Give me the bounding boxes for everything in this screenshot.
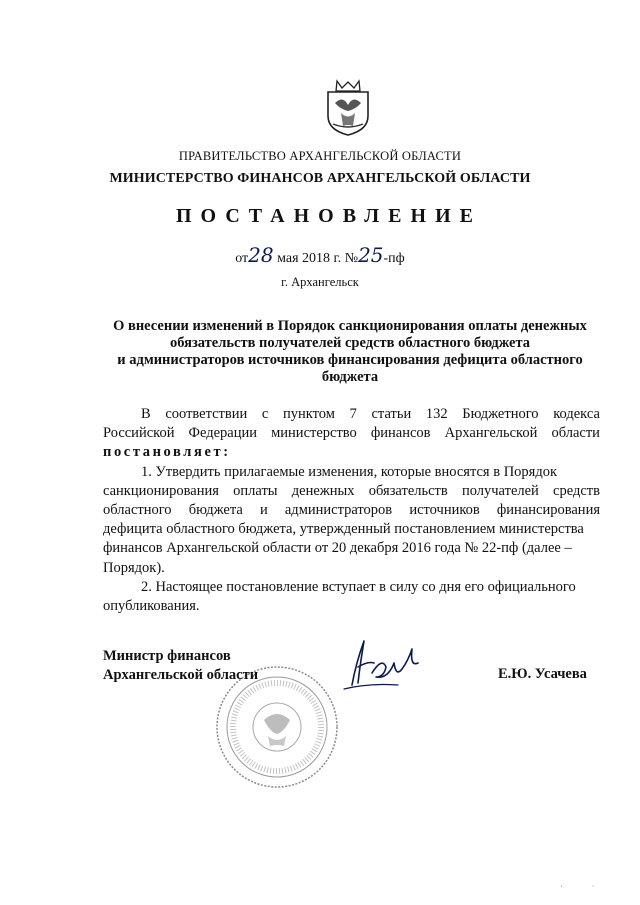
paragraph-text: 1. Утвердить прилагаемые изменения, которые вносятся в Порядок: [141, 463, 558, 480]
word: пунктом: [283, 406, 335, 422]
body-line: [103, 443, 600, 462]
word: бюджета: [188, 502, 243, 519]
word: оплаты: [233, 482, 278, 499]
handwritten-signature: [338, 633, 428, 693]
word: Российской: [103, 425, 175, 442]
city: г. Архангельск: [281, 275, 359, 289]
word: Бюджетного: [462, 406, 539, 422]
word: 7: [349, 406, 357, 422]
signature-position: [103, 647, 258, 685]
word: средств: [553, 482, 600, 499]
document-number-handwritten: 25: [358, 243, 384, 267]
paragraph-text: опубликования.: [103, 598, 200, 615]
document-title: [100, 318, 600, 386]
word: и: [259, 502, 268, 519]
position-line: Министр финансов: [103, 648, 231, 664]
paragraph-text: дефицита областного бюджета, утвержденный постановлением министерства: [103, 521, 584, 538]
paragraph-text: 2. Настоящее постановление вступает в силу со дня его официального: [141, 578, 576, 595]
number-suffix: -пф: [383, 251, 405, 266]
word: соответствии: [165, 406, 248, 422]
date-line: [0, 243, 640, 267]
body-line: [103, 463, 600, 482]
word: с: [261, 406, 269, 422]
word: Федерации: [188, 425, 258, 442]
date-rest: мая 2018 г. №: [277, 251, 359, 266]
body-line: [103, 597, 600, 616]
word: санкционирования: [103, 482, 219, 499]
document-type: ПОСТАНОВЛЕНИЕ: [176, 205, 482, 227]
title-line: О внесении изменений в Порядок санкционирования оплаты денежных: [113, 318, 587, 334]
title-line: обязательств получателей средств областного бюджета: [169, 335, 531, 351]
paragraph-text: Порядок).: [103, 559, 165, 576]
word: финансирования: [496, 502, 600, 519]
signatory-name: Е.Ю. Усачева: [498, 666, 587, 682]
word: кодекса: [553, 406, 600, 422]
body-line: [103, 539, 600, 558]
body-line: [103, 520, 600, 539]
word: получателей: [461, 482, 539, 499]
word: источников: [409, 502, 480, 519]
title-line: бюджета: [321, 369, 379, 385]
body-line: [103, 482, 600, 501]
word: 132: [425, 406, 448, 422]
word: статьи: [371, 406, 412, 422]
resolves-word: постановляет:: [103, 444, 231, 461]
body-line: [103, 578, 600, 597]
date-prefix: от: [235, 251, 249, 266]
coat-of-arms-emblem: [325, 78, 371, 136]
word: областного: [103, 502, 172, 519]
title-line: и администраторов источников финансирования дефицита областного: [117, 352, 583, 368]
scan-artifact: ‧ ‧: [560, 882, 595, 892]
word: денежных: [291, 482, 355, 499]
ministry-name: МИНИСТЕРСТВО ФИНАНСОВ АРХАНГЕЛЬСКОЙ ОБЛАСТИ: [109, 171, 531, 186]
body-line: [103, 559, 600, 578]
position-line: Архангельской области: [103, 667, 259, 683]
word: министерство: [271, 425, 357, 442]
word: администраторов: [284, 502, 393, 519]
document-body: [103, 405, 600, 616]
word: области: [551, 425, 600, 442]
word: обязательств: [368, 482, 448, 499]
body-line: [103, 405, 600, 424]
word: Архангельской: [444, 425, 538, 442]
paragraph-text: финансов Архангельской области от 20 декабря 2016 года № 22-пф (далее –: [103, 540, 572, 557]
body-line: [103, 501, 600, 520]
government-name: ПРАВИТЕЛЬСТВО АРХАНГЕЛЬСКОЙ ОБЛАСТИ: [178, 149, 462, 163]
date-day-handwritten: 28: [248, 243, 274, 267]
body-line: [103, 424, 600, 443]
word: финансов: [370, 425, 431, 442]
word: В: [141, 406, 151, 422]
